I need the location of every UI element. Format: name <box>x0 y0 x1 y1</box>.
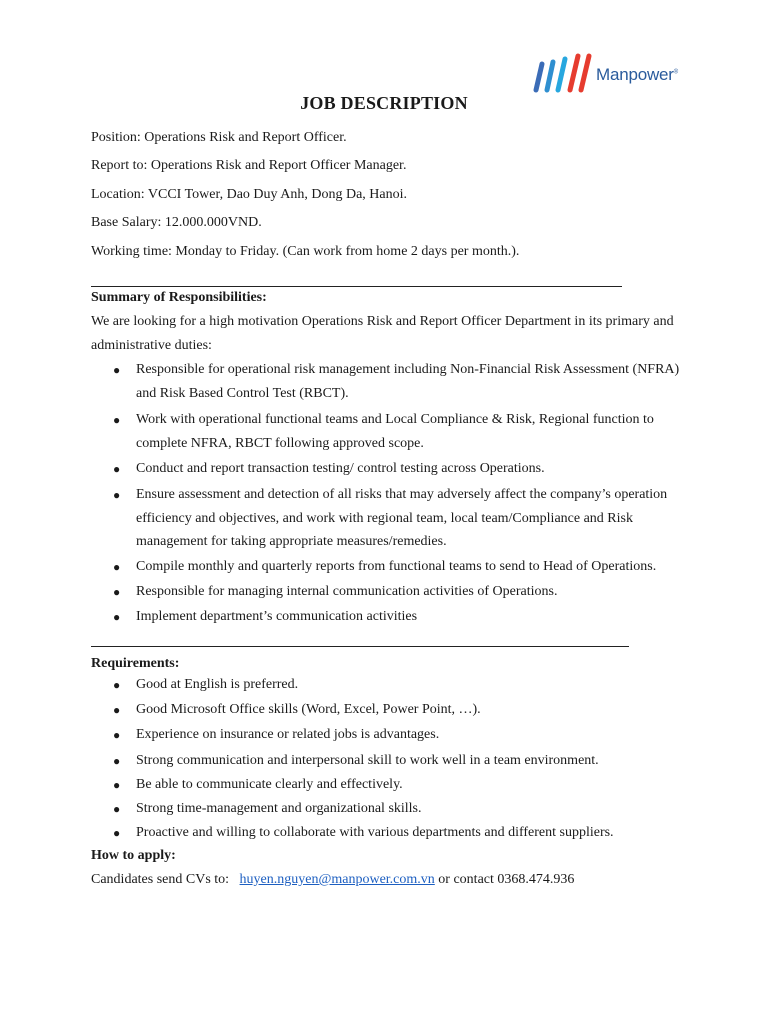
bullet-icon: ● <box>113 826 121 840</box>
list-item: Strong communication and interpersonal skill to work well in a team environment. <box>136 753 599 768</box>
summary-intro-line-2: administrative duties: <box>91 338 212 353</box>
page-title: JOB DESCRIPTION <box>300 93 468 113</box>
list-item: Ensure assessment and detection of all risks that may adversely affect the company’s operation efficiency and objectives, and work with regional team, local team/Compliance and Risk management for taking appropriate measures/remedies. <box>136 487 668 549</box>
list-item: Responsible for managing internal communication activities of Operations. <box>136 584 558 599</box>
position-line: Position: Operations Risk and Report Officer. <box>91 130 347 145</box>
section-divider <box>91 286 622 287</box>
bullet-icon: ● <box>113 678 121 692</box>
list-item: Conduct and report transaction testing/ control testing across Operations. <box>136 461 545 476</box>
summary-intro-line-1: We are looking for a high motivation Operations Risk and Report Officer Department in its primary and <box>91 314 674 329</box>
salary-line: Base Salary: 12.000.000VND. <box>91 215 262 230</box>
logo-wordmark: Manpower® <box>596 65 679 84</box>
list-item: Good Microsoft Office skills (Word, Excel, Power Point, …). <box>136 702 481 717</box>
bullet-icon: ● <box>113 802 121 816</box>
apply-prefix: Candidates send CVs to: <box>91 872 230 887</box>
summary-heading: Summary of Responsibilities: <box>91 290 267 305</box>
list-item: Implement department’s communication activities <box>136 609 418 624</box>
manpower-logo <box>527 50 687 94</box>
how-to-apply-heading: How to apply: <box>91 848 176 863</box>
location-line: Location: VCCI Tower, Dao Duy Anh, Dong Da, Hanoi. <box>91 187 408 202</box>
list-item: Be able to communicate clearly and effectively. <box>136 777 403 792</box>
bullet-icon: ● <box>113 488 121 502</box>
list-item: Good at English is preferred. <box>136 677 299 692</box>
working-time-line: Working time: Monday to Friday. (Can work from home 2 days per month.). <box>91 244 520 259</box>
bullet-icon: ● <box>113 585 121 599</box>
bullet-icon: ● <box>113 728 121 742</box>
report-to-line: Report to: Operations Risk and Report Officer Manager. <box>91 158 407 173</box>
apply-suffix: or contact 0368.474.936 <box>438 872 575 887</box>
bullet-icon: ● <box>113 754 121 768</box>
contact-email-link[interactable]: huyen.nguyen@manpower.com.vn <box>239 872 435 887</box>
requirements-heading: Requirements: <box>91 656 180 671</box>
list-item: Responsible for operational risk management including Non-Financial Risk Assessment (NFRA) and Risk Based Control Test (RBCT). <box>136 362 680 401</box>
bullet-icon: ● <box>113 462 121 476</box>
bullet-icon: ● <box>113 363 121 377</box>
manpower-logo-mark <box>527 50 593 94</box>
bullet-icon: ● <box>113 610 121 624</box>
bullet-icon: ● <box>113 413 121 427</box>
list-item: Work with operational functional teams and Local Compliance & Risk, Regional function to complete NFRA, RBCT following approved scope. <box>136 412 654 451</box>
bullet-icon: ● <box>113 560 121 574</box>
list-item: Proactive and willing to collaborate with various departments and different suppliers. <box>136 825 614 840</box>
list-item: Experience on insurance or related jobs is advantages. <box>136 727 440 742</box>
bullet-icon: ● <box>113 778 121 792</box>
bullet-icon: ● <box>113 703 121 717</box>
list-item: Compile monthly and quarterly reports from functional teams to send to Head of Operations. <box>136 559 657 574</box>
apply-instructions <box>91 871 574 889</box>
list-item: Strong time-management and organizational skills. <box>136 801 422 816</box>
section-divider <box>91 646 629 647</box>
